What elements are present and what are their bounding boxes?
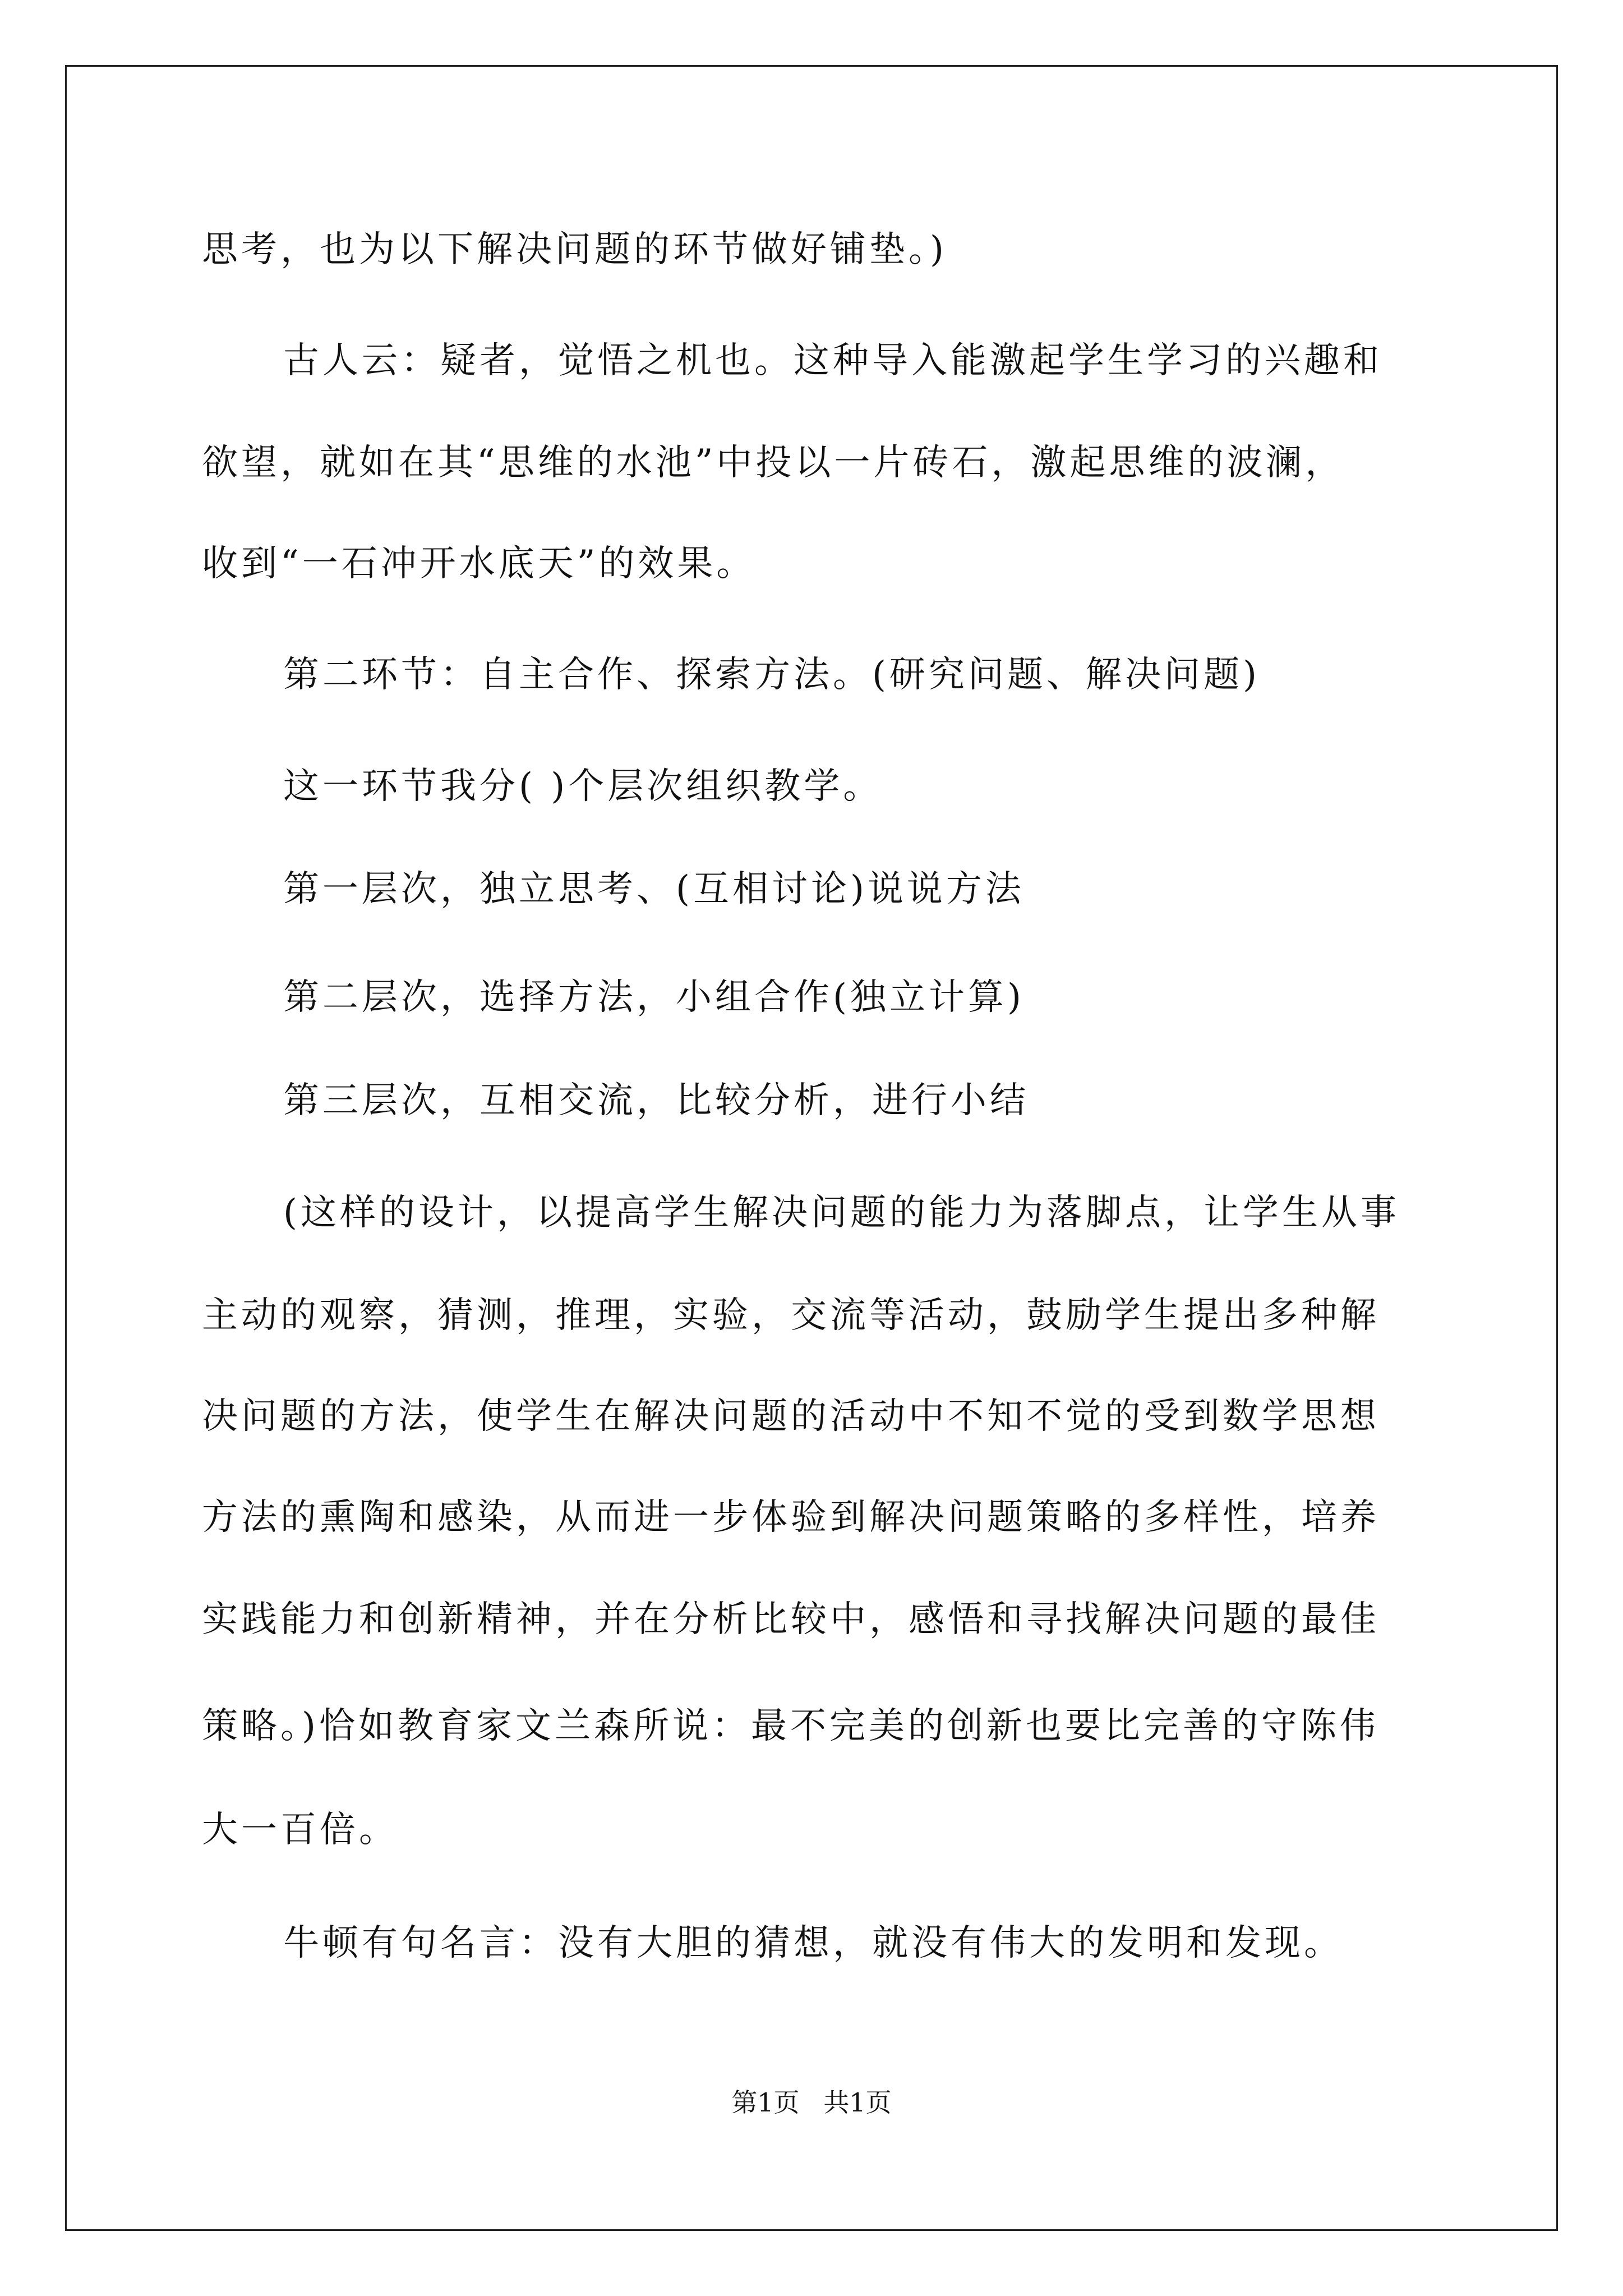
text-line-3: 欲望，就如在其“思维的水池”中投以一片砖石，激起思维的波澜，: [202, 442, 1345, 484]
text-line-13: 方法的熏陶和感染，从而进一步体验到解决问题策略的多样性，培养: [202, 1497, 1380, 1538]
text-line-17: 牛顿有句名言：没有大胆的猜想，就没有伟大的发明和发现。: [283, 1922, 1343, 1964]
text-line-10: (这样的设计，以提高学生解决问题的能力为落脚点，让学生从事: [283, 1192, 1400, 1234]
text-line-16: 大一百倍。: [202, 1809, 398, 1851]
text-line-14: 实践能力和创新精神，并在分析比较中，感悟和寻找解决问题的最佳: [202, 1599, 1380, 1640]
page-number: 第1页: [731, 2087, 800, 2118]
text-line-1: 思考，也为以下解决问题的环节做好铺垫。): [202, 229, 947, 270]
text-line-8: 第二层次，选择方法，小组合作(独立计算): [283, 977, 1025, 1018]
page-total: 共1页: [823, 2087, 892, 2118]
text-line-15: 策略。)恰如教育家文兰森所说：最不完美的创新也要比完善的守陈伟: [202, 1705, 1379, 1747]
text-line-7: 第一层次，独立思考、(互相讨论)说说方法: [283, 868, 1025, 910]
text-line-5: 第二环节：自主合作、探索方法。(研究问题、解决问题): [283, 654, 1260, 696]
page-footer: [0, 2086, 1623, 2119]
text-line-4: 收到“一石冲开水底天”的效果。: [202, 543, 756, 585]
page-border: [65, 65, 1558, 2231]
text-line-9: 第三层次，互相交流，比较分析，进行小结: [283, 1080, 1029, 1121]
text-line-2: 古人云：疑者，觉悟之机也。这种导入能激起学生学习的兴趣和: [283, 340, 1382, 381]
text-line-12: 决问题的方法，使学生在解决问题的活动中不知不觉的受到数学思想: [202, 1396, 1380, 1437]
text-line-11: 主动的观察，猜测，推理，实验，交流等活动，鼓励学生提出多种解: [202, 1295, 1380, 1336]
text-line-6: 这一环节我分( )个层次组织教学。: [283, 766, 883, 807]
